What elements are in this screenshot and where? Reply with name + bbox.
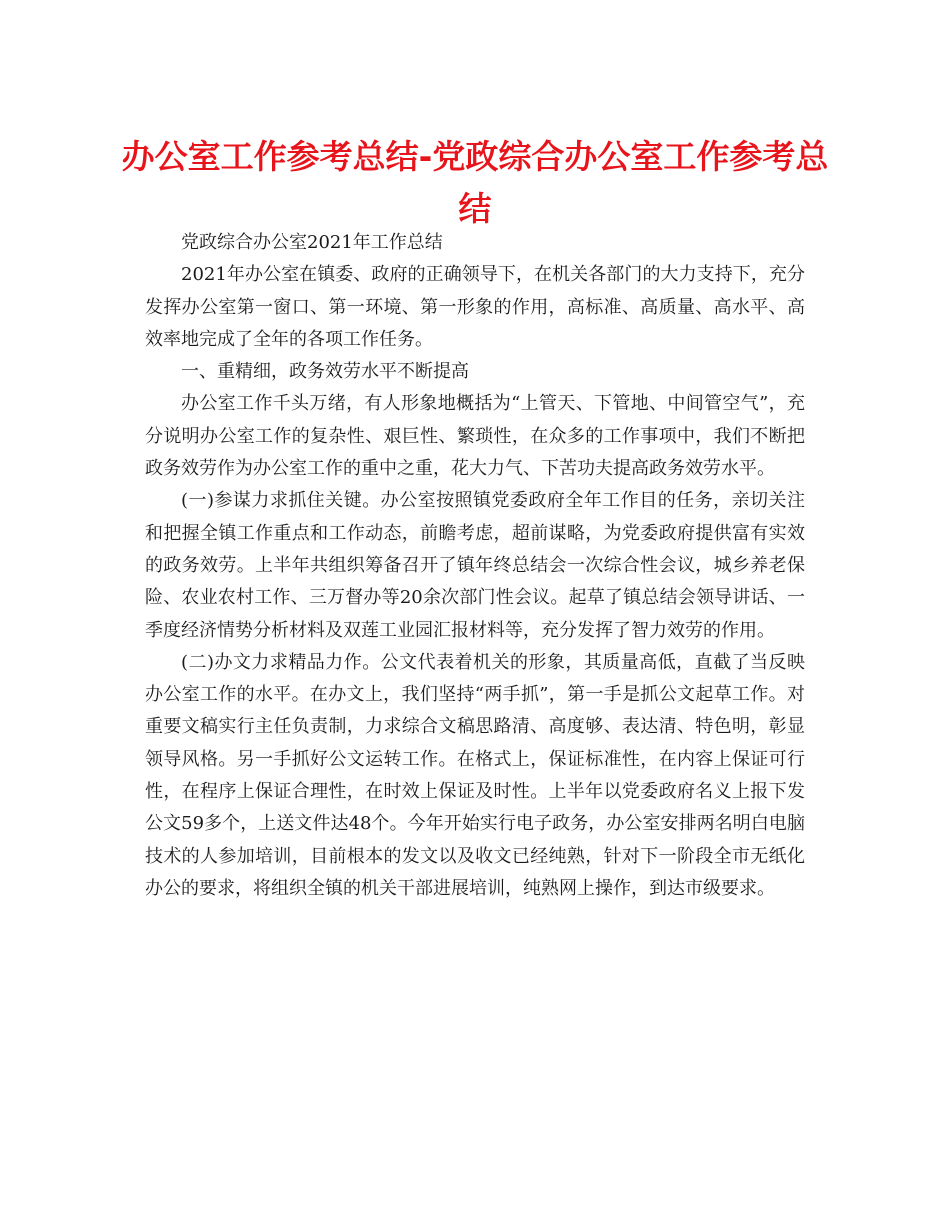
paragraph-item-1: (一)参谋力求抓住关键。办公室按照镇党委政府全年工作目的任务，亲切关注和把握全镇工作重点和工作动态，前瞻考虑，超前谋略，为党委政府提供富有实效的政务效劳。上半年共组织筹备召开了镇年终总结会一次综合性会议，城乡养老保险、农业农村工作、三万督办等20余次部门性会议。起草了镇总结会领导讲话、一季度经济情势分析材料及双莲工业园汇报材料等，充分发挥了智力效劳的作用。 [145, 490, 805, 641]
paragraph-intro: 2021年办公室在镇委、政府的正确领导下，在机关各部门的大力支持下，充分发挥办公室第一窗口、第一环境、第一形象的作用，高标准、高质量、高水平、高效率地完成了全年的各项工作任务。 [145, 264, 805, 350]
paragraph-item-2: (二)办文力求精品力作。公文代表着机关的形象，其质量高低，直截了当反映办公室工作的水平。在办文上，我们坚持“两手抓”，第一手是抓公文起草工作。对重要文稿实行主任负责制，力求综合文稿思路清、高度够、表达清、特色明，彰显领导风格。另一手抓好公文运转工作。在格式上，保证标准性，在内容上保证可行性，在程序上保证合理性，在时效上保证及时性。上半年以党委政府名义上报下发公文59多个，上送文件达48个。今年开始实行电子政务，办公室安排两名明白电脑技术的人参加培训，目前根本的发文以及收文已经纯熟，针对下一阶段全市无纸化办公的要求，将组织全镇的机关干部进展培训，纯熟网上操作，到达市级要求。 [145, 651, 805, 899]
section-heading-1: 一、重精细，政务效劳水平不断提高 [181, 361, 469, 383]
paragraph-subtitle: 党政综合办公室2021年工作总结 [181, 232, 443, 253]
document-body [145, 227, 805, 905]
document-title: 办公室工作参考总结-党政综合办公室工作参考总结 [121, 137, 829, 228]
paragraph-section-1: 办公室工作千头万绪，有人形象地概括为“上管天、下管地、中间管空气”，充分说明办公室工作的复杂性、艰巨性、繁琐性，在众多的工作事项中，我们不断把政务效劳作为办公室工作的重中之重，花大力气、下苦功夫提高政务效劳水平。 [145, 393, 805, 480]
